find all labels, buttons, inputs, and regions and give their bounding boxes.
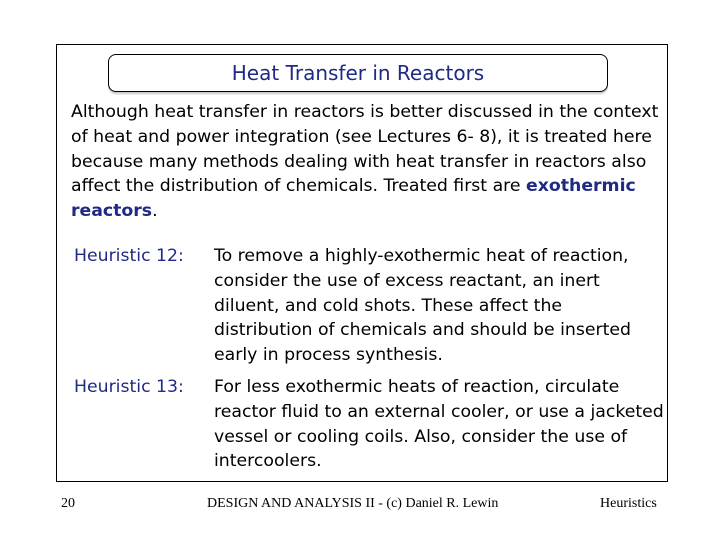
footer-course: DESIGN AND ANALYSIS II - (c) Daniel R. Lewin (207, 496, 499, 511)
heuristic-text: For less exothermic heats of reaction, circulate reactor fluid to an external cooler, or use a jacketed vessel or cooling coils. Also, consider the use of intercoolers. (214, 377, 664, 472)
intro-end: . (152, 201, 158, 222)
intro-highlight: exothermic reactors (71, 176, 636, 222)
slide-title-box (108, 54, 608, 92)
page-number: 20 (61, 496, 75, 511)
intro-paragraph (71, 100, 671, 224)
slide-title: Heat Transfer in Reactors (231, 61, 485, 85)
heuristic-label: Heuristic 13: (74, 377, 184, 397)
footer-section: Heuristics (600, 496, 657, 511)
heuristic-text: To remove a highly-exothermic heat of reaction, consider the use of excess reactant, an inert diluent, and cold shots. These affect the distribution of chemicals and should be inserted early in process synthesis. (214, 246, 631, 366)
heuristic-label: Heuristic 12: (74, 246, 184, 266)
intro-text: Although heat transfer in reactors is better discussed in the context of heat and power integration (see Lectures 6- 8), it is treated here because many methods dealing with heat transfer in reactors also affect the distribution of chemicals. Treated first are (71, 102, 659, 197)
